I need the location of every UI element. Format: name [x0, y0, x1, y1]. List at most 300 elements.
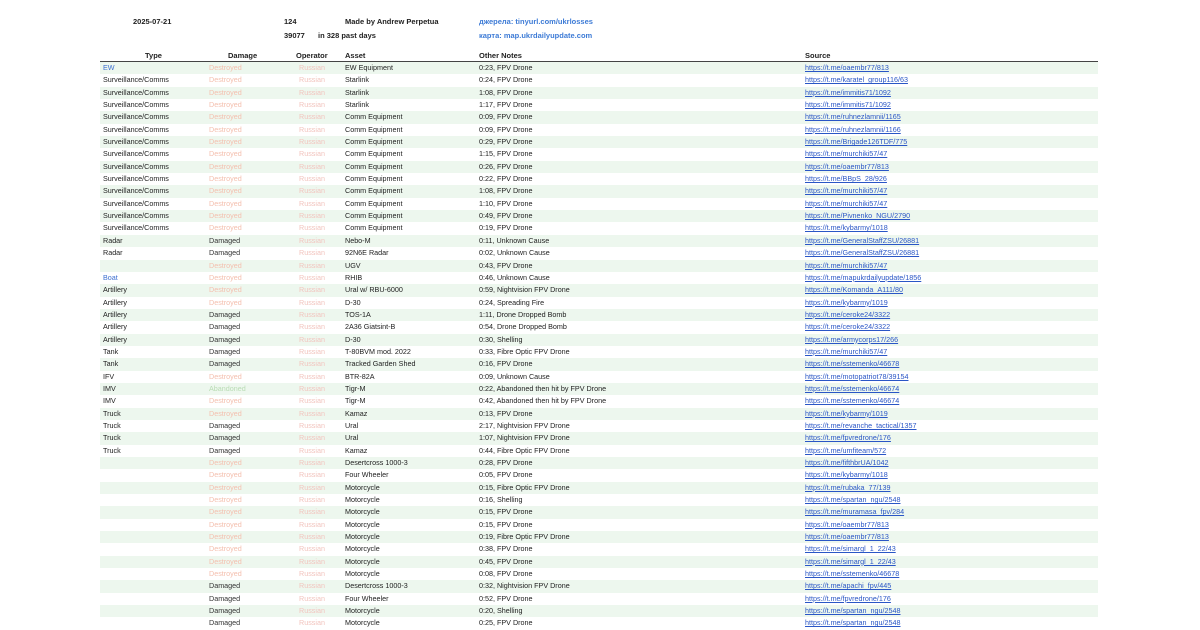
cell-source-link[interactable]: https://t.me/Brigade126TDF/775: [805, 137, 908, 147]
cell-asset: Comm Equipment: [345, 211, 403, 221]
cell-asset: Motorcycle: [345, 606, 380, 616]
cell-damage: Damaged: [209, 346, 241, 356]
cell-source-link[interactable]: https://t.me/karatel_group116/63: [805, 75, 908, 85]
cell-asset: Comm Equipment: [345, 112, 403, 122]
cell-type: Artillery: [103, 297, 127, 307]
table-row: [100, 173, 1098, 185]
cell-damage: Destroyed: [209, 507, 242, 517]
cell-type: Surveillance/Comms: [103, 100, 169, 110]
cell-operator: Russian: [299, 420, 325, 430]
cell-asset: D-30: [345, 297, 361, 307]
table-row: [100, 506, 1098, 518]
cell-notes: 0:09, FPV Drone: [479, 124, 533, 134]
cell-notes: 0:16, Shelling: [479, 495, 523, 505]
cell-source-link[interactable]: https://t.me/spartan_ngu/2548: [805, 606, 901, 616]
cell-notes: 0:02, Unknown Cause: [479, 248, 550, 258]
cell-source-link[interactable]: https://t.me/ruhnezlamnii/1166: [805, 124, 901, 134]
table-row: [100, 432, 1098, 444]
cell-notes: 0:43, FPV Drone: [479, 260, 533, 270]
table-row: [100, 99, 1098, 111]
cell-asset: D-30: [345, 334, 361, 344]
cell-operator: Russian: [299, 309, 325, 319]
cell-operator: Russian: [299, 532, 325, 542]
table-row: [100, 62, 1098, 74]
table-row: [100, 593, 1098, 605]
cell-type: EW: [103, 63, 115, 72]
cell-source-link[interactable]: https://t.me/BBpS_28/926: [805, 174, 887, 184]
cell-operator: Russian: [299, 408, 325, 418]
cell-asset: Starlink: [345, 75, 369, 85]
cell-asset: Ural w/ RBU-6000: [345, 285, 403, 295]
cell-notes: 1:08, FPV Drone: [479, 186, 533, 196]
cell-damage: Destroyed: [209, 87, 242, 97]
cell-source-link[interactable]: https://t.me/simargl_1_22/43: [805, 544, 896, 554]
cell-notes: 0:22, FPV Drone: [479, 174, 533, 184]
cell-damage: Destroyed: [209, 260, 242, 270]
cell-asset: Comm Equipment: [345, 198, 403, 208]
cell-damage: Destroyed: [209, 186, 242, 196]
cell-damage: Damaged: [209, 309, 241, 319]
table-header: [100, 50, 1098, 62]
cell-operator: Russian: [299, 174, 325, 184]
cell-damage: Damaged: [209, 248, 241, 258]
cell-damage: Damaged: [209, 433, 241, 443]
cell-type: Truck: [103, 420, 121, 430]
cell-notes: 1:15, FPV Drone: [479, 149, 533, 159]
table-row: [100, 605, 1098, 617]
cell-operator: Russian: [299, 618, 325, 628]
table-row: [100, 272, 1098, 284]
cell-operator: Russian: [299, 396, 325, 406]
cell-notes: 0:26, FPV Drone: [479, 161, 533, 171]
table-row: [100, 309, 1098, 321]
cell-notes: 0:45, FPV Drone: [479, 556, 533, 566]
cell-notes: 0:33, Fibre Optic FPV Drone: [479, 346, 570, 356]
cell-type: Radar: [103, 235, 123, 245]
table-row: [100, 494, 1098, 506]
cell-damage: Destroyed: [209, 569, 242, 579]
cell-operator: Russian: [299, 112, 325, 122]
cell-asset: Kamaz: [345, 408, 368, 418]
cell-source-link[interactable]: https://t.me/muramasa_fpv/284: [805, 507, 905, 517]
cell-source-link[interactable]: https://t.me/apachi_fpv/445: [805, 581, 892, 591]
cell-source-link[interactable]: https://t.me/Komanda_A111/80: [805, 285, 904, 295]
table-row: [100, 469, 1098, 481]
cell-type: Surveillance/Comms: [103, 75, 169, 85]
table-row: [100, 247, 1098, 259]
cell-damage: Destroyed: [209, 556, 242, 566]
cell-type: Surveillance/Comms: [103, 211, 169, 221]
cell-damage: Destroyed: [209, 519, 242, 529]
table-row: [100, 371, 1098, 383]
map-link[interactable]: карта: map.ukrdailyupdate.com: [479, 31, 593, 40]
cell-damage: Damaged: [209, 618, 241, 628]
cell-damage: Destroyed: [209, 482, 242, 492]
cell-damage: Destroyed: [209, 198, 242, 208]
cell-operator: Russian: [299, 383, 325, 393]
report-date: 2025-07-21: [133, 17, 172, 26]
sources-link[interactable]: джерела: tinyurl.com/ukrlosses: [479, 17, 593, 26]
cell-type: Artillery: [103, 285, 127, 295]
cell-notes: 0:09, Unknown Cause: [479, 371, 550, 381]
cell-source-link[interactable]: https://t.me/sstemenko/46674: [805, 396, 900, 406]
cell-asset: Motorcycle: [345, 519, 380, 529]
cell-asset: Ural: [345, 420, 359, 430]
table-row: [100, 235, 1098, 247]
cell-asset: Motorcycle: [345, 532, 380, 542]
cell-source-link[interactable]: https://t.me/oaembr77/813: [805, 532, 889, 542]
cell-source-link[interactable]: https://t.me/ceroke24/3322: [805, 309, 891, 319]
cell-notes: 0:24, FPV Drone: [479, 75, 533, 85]
cell-source-link[interactable]: https://t.me/murchiki57/47: [805, 186, 888, 196]
cell-notes: 0:23, FPV Drone: [479, 63, 533, 72]
cell-source-link[interactable]: https://t.me/sstemenko/46678: [805, 359, 900, 369]
cell-damage: Damaged: [209, 606, 241, 616]
cell-notes: 0:19, FPV Drone: [479, 223, 533, 233]
cell-type: Artillery: [103, 334, 127, 344]
cell-asset: UGV: [345, 260, 361, 270]
cell-source-link[interactable]: https://t.me/mapukrdailyupdate/1856: [805, 272, 922, 282]
cell-notes: 0:15, FPV Drone: [479, 519, 533, 529]
table-row: [100, 358, 1098, 370]
cell-operator: Russian: [299, 198, 325, 208]
cell-source-link[interactable]: https://t.me/oaembr77/813: [805, 63, 889, 72]
table-row: [100, 222, 1098, 234]
cell-notes: 0:13, FPV Drone: [479, 408, 533, 418]
cell-damage: Destroyed: [209, 124, 242, 134]
cell-asset: Desertcross 1000-3: [345, 581, 408, 591]
cell-operator: Russian: [299, 272, 325, 282]
cell-asset: EW Equipment: [345, 63, 393, 72]
cell-operator: Russian: [299, 519, 325, 529]
author-credit: Made by Andrew Perpetua: [345, 17, 439, 26]
cell-asset: Comm Equipment: [345, 149, 403, 159]
table-row: [100, 395, 1098, 407]
cell-type: Surveillance/Comms: [103, 198, 169, 208]
cell-damage: Destroyed: [209, 223, 242, 233]
cell-type: Truck: [103, 433, 121, 443]
cell-source-link[interactable]: https://t.me/immitis71/1092: [805, 87, 891, 97]
table-row: [100, 87, 1098, 99]
cell-operator: Russian: [299, 297, 325, 307]
cell-operator: Russian: [299, 87, 325, 97]
cell-notes: 1:17, FPV Drone: [479, 100, 533, 110]
cell-operator: Russian: [299, 495, 325, 505]
cell-asset: Four Wheeler: [345, 593, 389, 603]
cell-notes: 0:52, FPV Drone: [479, 593, 533, 603]
cell-source-link[interactable]: https://t.me/simargl_1_22/43: [805, 556, 896, 566]
cell-type: IMV: [103, 396, 116, 406]
cell-asset: Tigr-M: [345, 383, 366, 393]
cell-damage: Destroyed: [209, 371, 242, 381]
table-row: [100, 210, 1098, 222]
cell-operator: Russian: [299, 235, 325, 245]
cell-damage: Destroyed: [209, 149, 242, 159]
table-row: [100, 420, 1098, 432]
table-row: [100, 568, 1098, 580]
cell-asset: Kamaz: [345, 445, 368, 455]
table-row: [100, 543, 1098, 555]
table-row: [100, 445, 1098, 457]
header-source: Source: [805, 51, 831, 60]
cell-notes: 1:11, Drone Dropped Bomb: [479, 309, 567, 319]
cell-asset: Comm Equipment: [345, 186, 403, 196]
cell-source-link[interactable]: https://t.me/murchiki57/47: [805, 198, 888, 208]
table-row: [100, 136, 1098, 148]
cell-damage: Destroyed: [209, 532, 242, 542]
cell-source-link[interactable]: https://t.me/spartan_ngu/2548: [805, 618, 901, 628]
cell-source-link[interactable]: https://t.me/motopatriot78/39154: [805, 371, 909, 381]
cell-asset: Motorcycle: [345, 507, 380, 517]
loss-table: [100, 62, 1098, 630]
cell-asset: Comm Equipment: [345, 161, 403, 171]
cell-asset: BTR-82A: [345, 371, 375, 381]
cell-source-link[interactable]: https://t.me/immitis71/1092: [805, 100, 891, 110]
cell-notes: 0:49, FPV Drone: [479, 211, 533, 221]
cell-damage: Destroyed: [209, 174, 242, 184]
cell-damage: Damaged: [209, 581, 241, 591]
cell-source-link[interactable]: https://t.me/rubaka_77/139: [805, 482, 891, 492]
cell-asset: Comm Equipment: [345, 223, 403, 233]
cell-type: Tank: [103, 359, 119, 369]
cell-notes: 0:59, Nightvision FPV Drone: [479, 285, 570, 295]
cell-notes: 0:20, Shelling: [479, 606, 523, 616]
cell-source-link[interactable]: https://t.me/ruhnezlamnii/1165: [805, 112, 901, 122]
daily-count: 124: [284, 17, 297, 26]
cell-damage: Destroyed: [209, 470, 242, 480]
cell-operator: Russian: [299, 260, 325, 270]
cell-asset: Comm Equipment: [345, 124, 403, 134]
cell-operator: Russian: [299, 569, 325, 579]
cell-damage: Destroyed: [209, 396, 242, 406]
cell-damage: Destroyed: [209, 458, 242, 467]
cell-operator: Russian: [299, 223, 325, 233]
cell-asset: Nebo-M: [345, 235, 371, 245]
cell-damage: Destroyed: [209, 285, 242, 295]
cell-source-link[interactable]: https://t.me/revanche_tactical/1357: [805, 420, 917, 430]
cell-notes: 2:17, Nightvision FPV Drone: [479, 420, 570, 430]
cell-notes: 0:19, Fibre Optic FPV Drone: [479, 532, 570, 542]
cell-operator: Russian: [299, 137, 325, 147]
cell-notes: 0:29, FPV Drone: [479, 137, 533, 147]
cell-operator: Russian: [299, 322, 325, 332]
cell-source-link[interactable]: https://t.me/spartan_ngu/2548: [805, 495, 901, 505]
cell-asset: Starlink: [345, 87, 369, 97]
table-row: [100, 111, 1098, 123]
cell-damage: Destroyed: [209, 211, 242, 221]
cell-asset: Starlink: [345, 100, 369, 110]
cell-notes: 0:42, Abandoned then hit by FPV Drone: [479, 396, 607, 406]
table-row: [100, 185, 1098, 197]
cell-type: Surveillance/Comms: [103, 112, 169, 122]
cell-source-link[interactable]: https://t.me/fpvredrone/176: [805, 433, 891, 443]
cell-asset: Comm Equipment: [345, 137, 403, 147]
cell-asset: Motorcycle: [345, 618, 380, 628]
table-row: [100, 408, 1098, 420]
cell-operator: Russian: [299, 371, 325, 381]
cell-operator: Russian: [299, 507, 325, 517]
cell-type: Truck: [103, 408, 121, 418]
cell-type: IFV: [103, 371, 115, 381]
cell-type: Artillery: [103, 322, 127, 332]
cell-source-link[interactable]: https://t.me/kybarmy/1018: [805, 223, 888, 233]
cell-type: Boat: [103, 272, 118, 282]
cell-damage: Destroyed: [209, 495, 242, 505]
cell-source-link[interactable]: https://t.me/armycorps17/266: [805, 334, 899, 344]
cell-asset: RHIB: [345, 272, 363, 282]
cell-source-link[interactable]: https://t.me/sstemenko/46678: [805, 569, 900, 579]
cell-operator: Russian: [299, 433, 325, 443]
table-row: [100, 161, 1098, 173]
cell-asset: Motorcycle: [345, 495, 380, 505]
cell-notes: 0:28, FPV Drone: [479, 458, 533, 467]
cell-source-link[interactable]: https://t.me/sstemenko/46674: [805, 383, 900, 393]
cell-source-link[interactable]: https://t.me/murchiki57/47: [805, 149, 888, 159]
cell-operator: Russian: [299, 149, 325, 159]
cell-notes: 0:44, Fibre Optic FPV Drone: [479, 445, 570, 455]
table-row: [100, 617, 1098, 629]
cell-damage: Destroyed: [209, 100, 242, 110]
header-asset: Asset: [345, 51, 366, 60]
cell-damage: Damaged: [209, 235, 241, 245]
cell-source-link[interactable]: https://t.me/kybarmy/1019: [805, 408, 888, 418]
cell-source-link[interactable]: https://t.me/GeneralStaffZSU/26881: [805, 248, 920, 258]
cell-damage: Destroyed: [209, 161, 242, 171]
cell-source-link[interactable]: https://t.me/oaembr77/813: [805, 519, 889, 529]
cell-notes: 0:38, FPV Drone: [479, 544, 533, 554]
cell-notes: 0:09, FPV Drone: [479, 112, 533, 122]
table-row: [100, 519, 1098, 531]
header-operator: Operator: [296, 51, 328, 60]
cell-operator: Russian: [299, 470, 325, 480]
cell-damage: Destroyed: [209, 408, 242, 418]
cell-notes: 0:32, Nightvision FPV Drone: [479, 581, 570, 591]
cell-damage: Destroyed: [209, 75, 242, 85]
cell-source-link[interactable]: https://t.me/Pivnenko_NGU/2790: [805, 211, 911, 221]
cell-source-link[interactable]: https://t.me/fifthbrUA/1042: [805, 458, 889, 467]
table-row: [100, 482, 1098, 494]
cell-damage: Damaged: [209, 593, 241, 603]
cell-notes: 0:25, FPV Drone: [479, 618, 533, 628]
cell-notes: 0:24, Spreading Fire: [479, 297, 545, 307]
cell-asset: Ural: [345, 433, 359, 443]
cell-notes: 0:46, Unknown Cause: [479, 272, 550, 282]
cell-source-link[interactable]: https://t.me/GeneralStaffZSU/26881: [805, 235, 920, 245]
cell-asset: T-80BVM mod. 2022: [345, 346, 411, 356]
period-label: in 328 past days: [318, 31, 376, 40]
cell-operator: Russian: [299, 334, 325, 344]
cell-source-link[interactable]: https://t.me/oaembr77/813: [805, 161, 889, 171]
cell-notes: 0:22, Abandoned then hit by FPV Drone: [479, 383, 607, 393]
table-row: [100, 321, 1098, 333]
cell-operator: Russian: [299, 482, 325, 492]
cell-damage: Destroyed: [209, 137, 242, 147]
cell-damage: Damaged: [209, 420, 241, 430]
table-row: [100, 148, 1098, 160]
cell-operator: Russian: [299, 544, 325, 554]
cell-operator: Russian: [299, 593, 325, 603]
table-row: [100, 346, 1098, 358]
cell-operator: Russian: [299, 63, 325, 72]
cell-type: Surveillance/Comms: [103, 137, 169, 147]
cell-asset: Motorcycle: [345, 544, 380, 554]
table-row: [100, 198, 1098, 210]
header-type: Type: [145, 51, 162, 60]
cell-source-link[interactable]: https://t.me/fpvredrone/176: [805, 593, 891, 603]
cell-notes: 1:07, Nightvision FPV Drone: [479, 433, 570, 443]
cell-asset: Comm Equipment: [345, 174, 403, 184]
cell-source-link[interactable]: https://t.me/ceroke24/3322: [805, 322, 891, 332]
cell-source-link[interactable]: https://t.me/umfiteam/572: [805, 445, 887, 455]
cell-asset: TOS-1A: [345, 309, 371, 319]
cell-source-link[interactable]: https://t.me/murchiki57/47: [805, 346, 888, 356]
cell-operator: Russian: [299, 248, 325, 258]
cell-asset: Desertcross 1000-3: [345, 458, 408, 467]
cell-type: Surveillance/Comms: [103, 186, 169, 196]
cell-type: Surveillance/Comms: [103, 174, 169, 184]
table-row: [100, 124, 1098, 136]
cell-operator: Russian: [299, 458, 325, 467]
table-row: [100, 74, 1098, 86]
cell-damage: Destroyed: [209, 544, 242, 554]
cell-operator: Russian: [299, 211, 325, 221]
cell-operator: Russian: [299, 124, 325, 134]
table-row: [100, 531, 1098, 543]
total-count: 39077: [284, 31, 305, 40]
cell-operator: Russian: [299, 346, 325, 356]
cell-asset: 2A36 Giatsint-B: [345, 322, 396, 332]
cell-asset: Motorcycle: [345, 556, 380, 566]
cell-asset: Tigr-M: [345, 396, 366, 406]
cell-damage: Abandoned: [209, 383, 246, 393]
cell-notes: 0:30, Shelling: [479, 334, 523, 344]
cell-source-link[interactable]: https://t.me/murchiki57/47: [805, 260, 888, 270]
cell-operator: Russian: [299, 100, 325, 110]
cell-asset: Tracked Garden Shed: [345, 359, 416, 369]
cell-source-link[interactable]: https://t.me/kybarmy/1018: [805, 470, 888, 480]
cell-damage: Damaged: [209, 334, 241, 344]
table-row: [100, 297, 1098, 309]
cell-operator: Russian: [299, 556, 325, 566]
cell-notes: 0:54, Drone Dropped Bomb: [479, 322, 567, 332]
header-notes: Other Notes: [479, 51, 522, 60]
cell-type: Surveillance/Comms: [103, 87, 169, 97]
cell-notes: 0:05, FPV Drone: [479, 470, 533, 480]
cell-asset: Motorcycle: [345, 482, 380, 492]
cell-notes: 0:11, Unknown Cause: [479, 235, 550, 245]
cell-damage: Destroyed: [209, 112, 242, 122]
cell-damage: Damaged: [209, 322, 241, 332]
cell-source-link[interactable]: https://t.me/kybarmy/1019: [805, 297, 888, 307]
cell-damage: Destroyed: [209, 63, 242, 72]
cell-type: Truck: [103, 445, 121, 455]
cell-operator: Russian: [299, 285, 325, 295]
cell-notes: 0:15, Fibre Optic FPV Drone: [479, 482, 570, 492]
cell-damage: Destroyed: [209, 272, 242, 282]
table-row: [100, 383, 1098, 395]
cell-notes: 0:08, FPV Drone: [479, 569, 533, 579]
cell-operator: Russian: [299, 359, 325, 369]
cell-type: Artillery: [103, 309, 127, 319]
cell-operator: Russian: [299, 581, 325, 591]
cell-asset: 92N6E Radar: [345, 248, 389, 258]
cell-operator: Russian: [299, 186, 325, 196]
cell-asset: Four Wheeler: [345, 470, 389, 480]
cell-operator: Russian: [299, 161, 325, 171]
cell-notes: 1:10, FPV Drone: [479, 198, 533, 208]
cell-notes: 1:08, FPV Drone: [479, 87, 533, 97]
header-damage: Damage: [228, 51, 258, 60]
